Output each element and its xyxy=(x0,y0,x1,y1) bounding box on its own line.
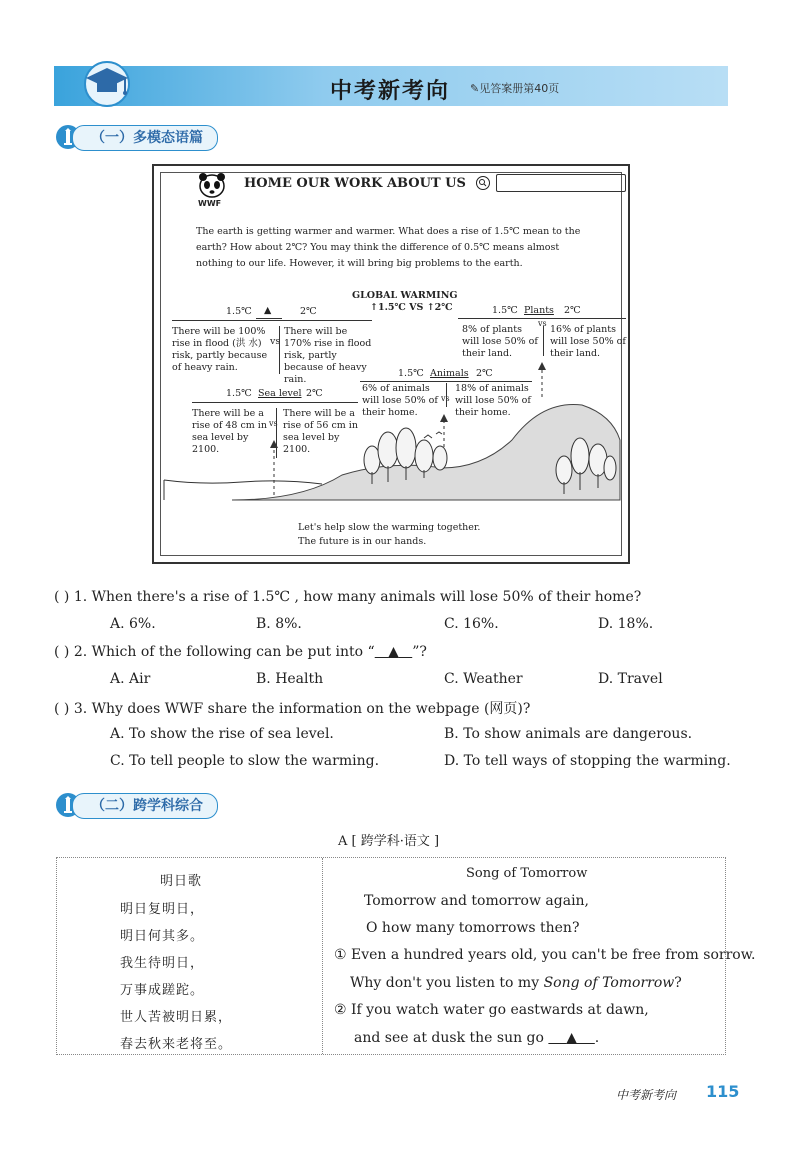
q3-option-a[interactable]: A. To show the rise of sea level. xyxy=(110,726,334,742)
global-warming-subtitle: ↑1.5℃ VS ↑2℃ xyxy=(370,302,453,313)
flood-left-text: There will be 100% rise in flood (洪 水) risk, partly because of heavy rain. xyxy=(172,326,268,373)
page-title: 中考新考向 xyxy=(330,79,451,104)
plants-divider xyxy=(543,326,544,356)
poem-en-title: Song of Tomorrow xyxy=(466,866,588,881)
flood-left-heading: 1.5℃ xyxy=(226,306,252,317)
q2-option-b[interactable]: B. Health xyxy=(256,671,324,687)
plants-vs: vs xyxy=(538,319,547,328)
footer-label: 中考新考向 xyxy=(616,1088,677,1102)
poem-cn-line: 明日复明日， xyxy=(120,902,205,917)
wwf-logo-text: WWF xyxy=(198,199,222,208)
q1-option-d[interactable]: D. 18%. xyxy=(598,616,654,632)
poem-cn-line: 我生待明日， xyxy=(120,956,205,971)
section-heading-cross-subject: （二）跨学科综合 xyxy=(72,793,218,819)
animals-right-text: 18% of animals will lose 50% of their home. xyxy=(455,383,531,418)
plants-left-text: 8% of plants will lose 50% of their land. xyxy=(462,324,538,359)
q2-option-a[interactable]: A. Air xyxy=(110,671,151,687)
poem-divider xyxy=(322,858,323,1054)
plants-label: Plants xyxy=(524,305,554,316)
animals-left-heading: 1.5℃ xyxy=(398,368,424,379)
animals-vs: vs xyxy=(441,394,450,403)
q1-option-c[interactable]: C. 16%. xyxy=(444,616,499,632)
closing-line-2: The future is in our hands. xyxy=(298,536,427,547)
poem-en-line: ② If you watch water go eastwards at dawn, xyxy=(334,1002,649,1018)
poem-en-line: Why don't you listen to my Song of Tomorrow? xyxy=(350,975,682,991)
animals-left-text: 6% of animals will lose 50% of their home. xyxy=(362,383,438,418)
page-number: 115 xyxy=(706,1082,740,1101)
poem-cn-line: 万事成蹉跎。 xyxy=(120,983,205,998)
poem-en-line: O how many tomorrows then? xyxy=(366,920,580,936)
sealevel-left-text: There will be a rise of 48 cm in sea level by 2100. xyxy=(192,408,267,455)
answer-reference: ✎见答案册第40页 xyxy=(470,82,560,95)
section-heading-multimodal: （一）多模态语篇 xyxy=(72,125,218,151)
poem-en-line: ① Even a hundred years old, you can't be free from sorrow. xyxy=(334,947,756,963)
q2-option-c[interactable]: C. Weather xyxy=(444,671,523,687)
closing-line-1: Let's help slow the warming together. xyxy=(298,522,481,533)
question-2: ( ) 2. Which of the following can be put into “ ▲ ”? xyxy=(54,644,427,660)
flood-right-heading: 2℃ xyxy=(300,306,317,317)
poem-en-line: Tomorrow and tomorrow again, xyxy=(364,893,590,909)
question-1: ( ) 1. When there's a rise of 1.5℃ , how many animals will lose 50% of their home? xyxy=(54,589,642,605)
q1-option-b[interactable]: B. 8%. xyxy=(256,616,302,632)
plants-left-heading: 1.5℃ xyxy=(492,305,518,316)
graduation-cap-logo-icon xyxy=(78,56,136,108)
sealevel-label: Sea level xyxy=(258,388,302,399)
flood-right-text: There will be 170% rise in flood risk, partly because of heavy rain. xyxy=(284,326,372,385)
plants-right-text: 16% of plants will lose 50% of their land. xyxy=(550,324,626,359)
search-input[interactable] xyxy=(496,174,626,192)
global-warming-title: GLOBAL WARMING xyxy=(352,290,458,301)
animals-right-heading: 2℃ xyxy=(476,368,493,379)
part-a-label: A [ 跨学科·语文 ] xyxy=(338,834,440,849)
q1-option-a[interactable]: A. 6%. xyxy=(110,616,156,632)
pencil-icon: ✎ xyxy=(470,82,480,95)
poem-cn-line: 春去秋来老将至。 xyxy=(120,1037,233,1052)
animals-label: Animals xyxy=(430,368,469,379)
q3-option-c[interactable]: C. To tell people to slow the warming. xyxy=(110,753,380,769)
search-icon[interactable] xyxy=(476,176,490,190)
flood-blank-line xyxy=(256,318,282,319)
sealevel-vs: vs xyxy=(269,419,278,428)
plants-right-heading: 2℃ xyxy=(564,305,581,316)
poem-cn-title: 明日歌 xyxy=(160,874,203,889)
landscape-illustration xyxy=(162,360,622,524)
poem-en-line: and see at dusk the sun go ▲ . xyxy=(354,1030,600,1046)
sealevel-right-text: There will be a rise of 56 cm in sea level by 2100. xyxy=(283,408,358,455)
sealevel-right-heading: 2℃ xyxy=(306,388,323,399)
q3-option-b[interactable]: B. To show animals are dangerous. xyxy=(444,726,693,742)
question-3: ( ) 3. Why does WWF share the information on the webpage (网页)? xyxy=(54,701,531,717)
poem-cn-line: 世人苦被明日累， xyxy=(120,1010,233,1025)
webpage-nav[interactable]: HOME OUR WORK ABOUT US xyxy=(244,176,466,191)
flood-blank-triangle: ▲ xyxy=(264,305,272,316)
poem-cn-line: 明日何其多。 xyxy=(120,929,205,944)
sealevel-left-heading: 1.5℃ xyxy=(226,388,252,399)
q2-option-d[interactable]: D. Travel xyxy=(598,671,663,687)
q3-option-d[interactable]: D. To tell ways of stopping the warming. xyxy=(444,753,731,769)
flood-rule xyxy=(172,320,372,321)
webpage-intro: The earth is getting warmer and warmer. What does a rise of 1.5℃ mean to the earth? How about 2℃? You may think the difference of 0.5℃ means almost nothing to our life. However, it will bring big problems to the earth. xyxy=(196,226,581,269)
flood-vs: vs xyxy=(270,336,281,347)
